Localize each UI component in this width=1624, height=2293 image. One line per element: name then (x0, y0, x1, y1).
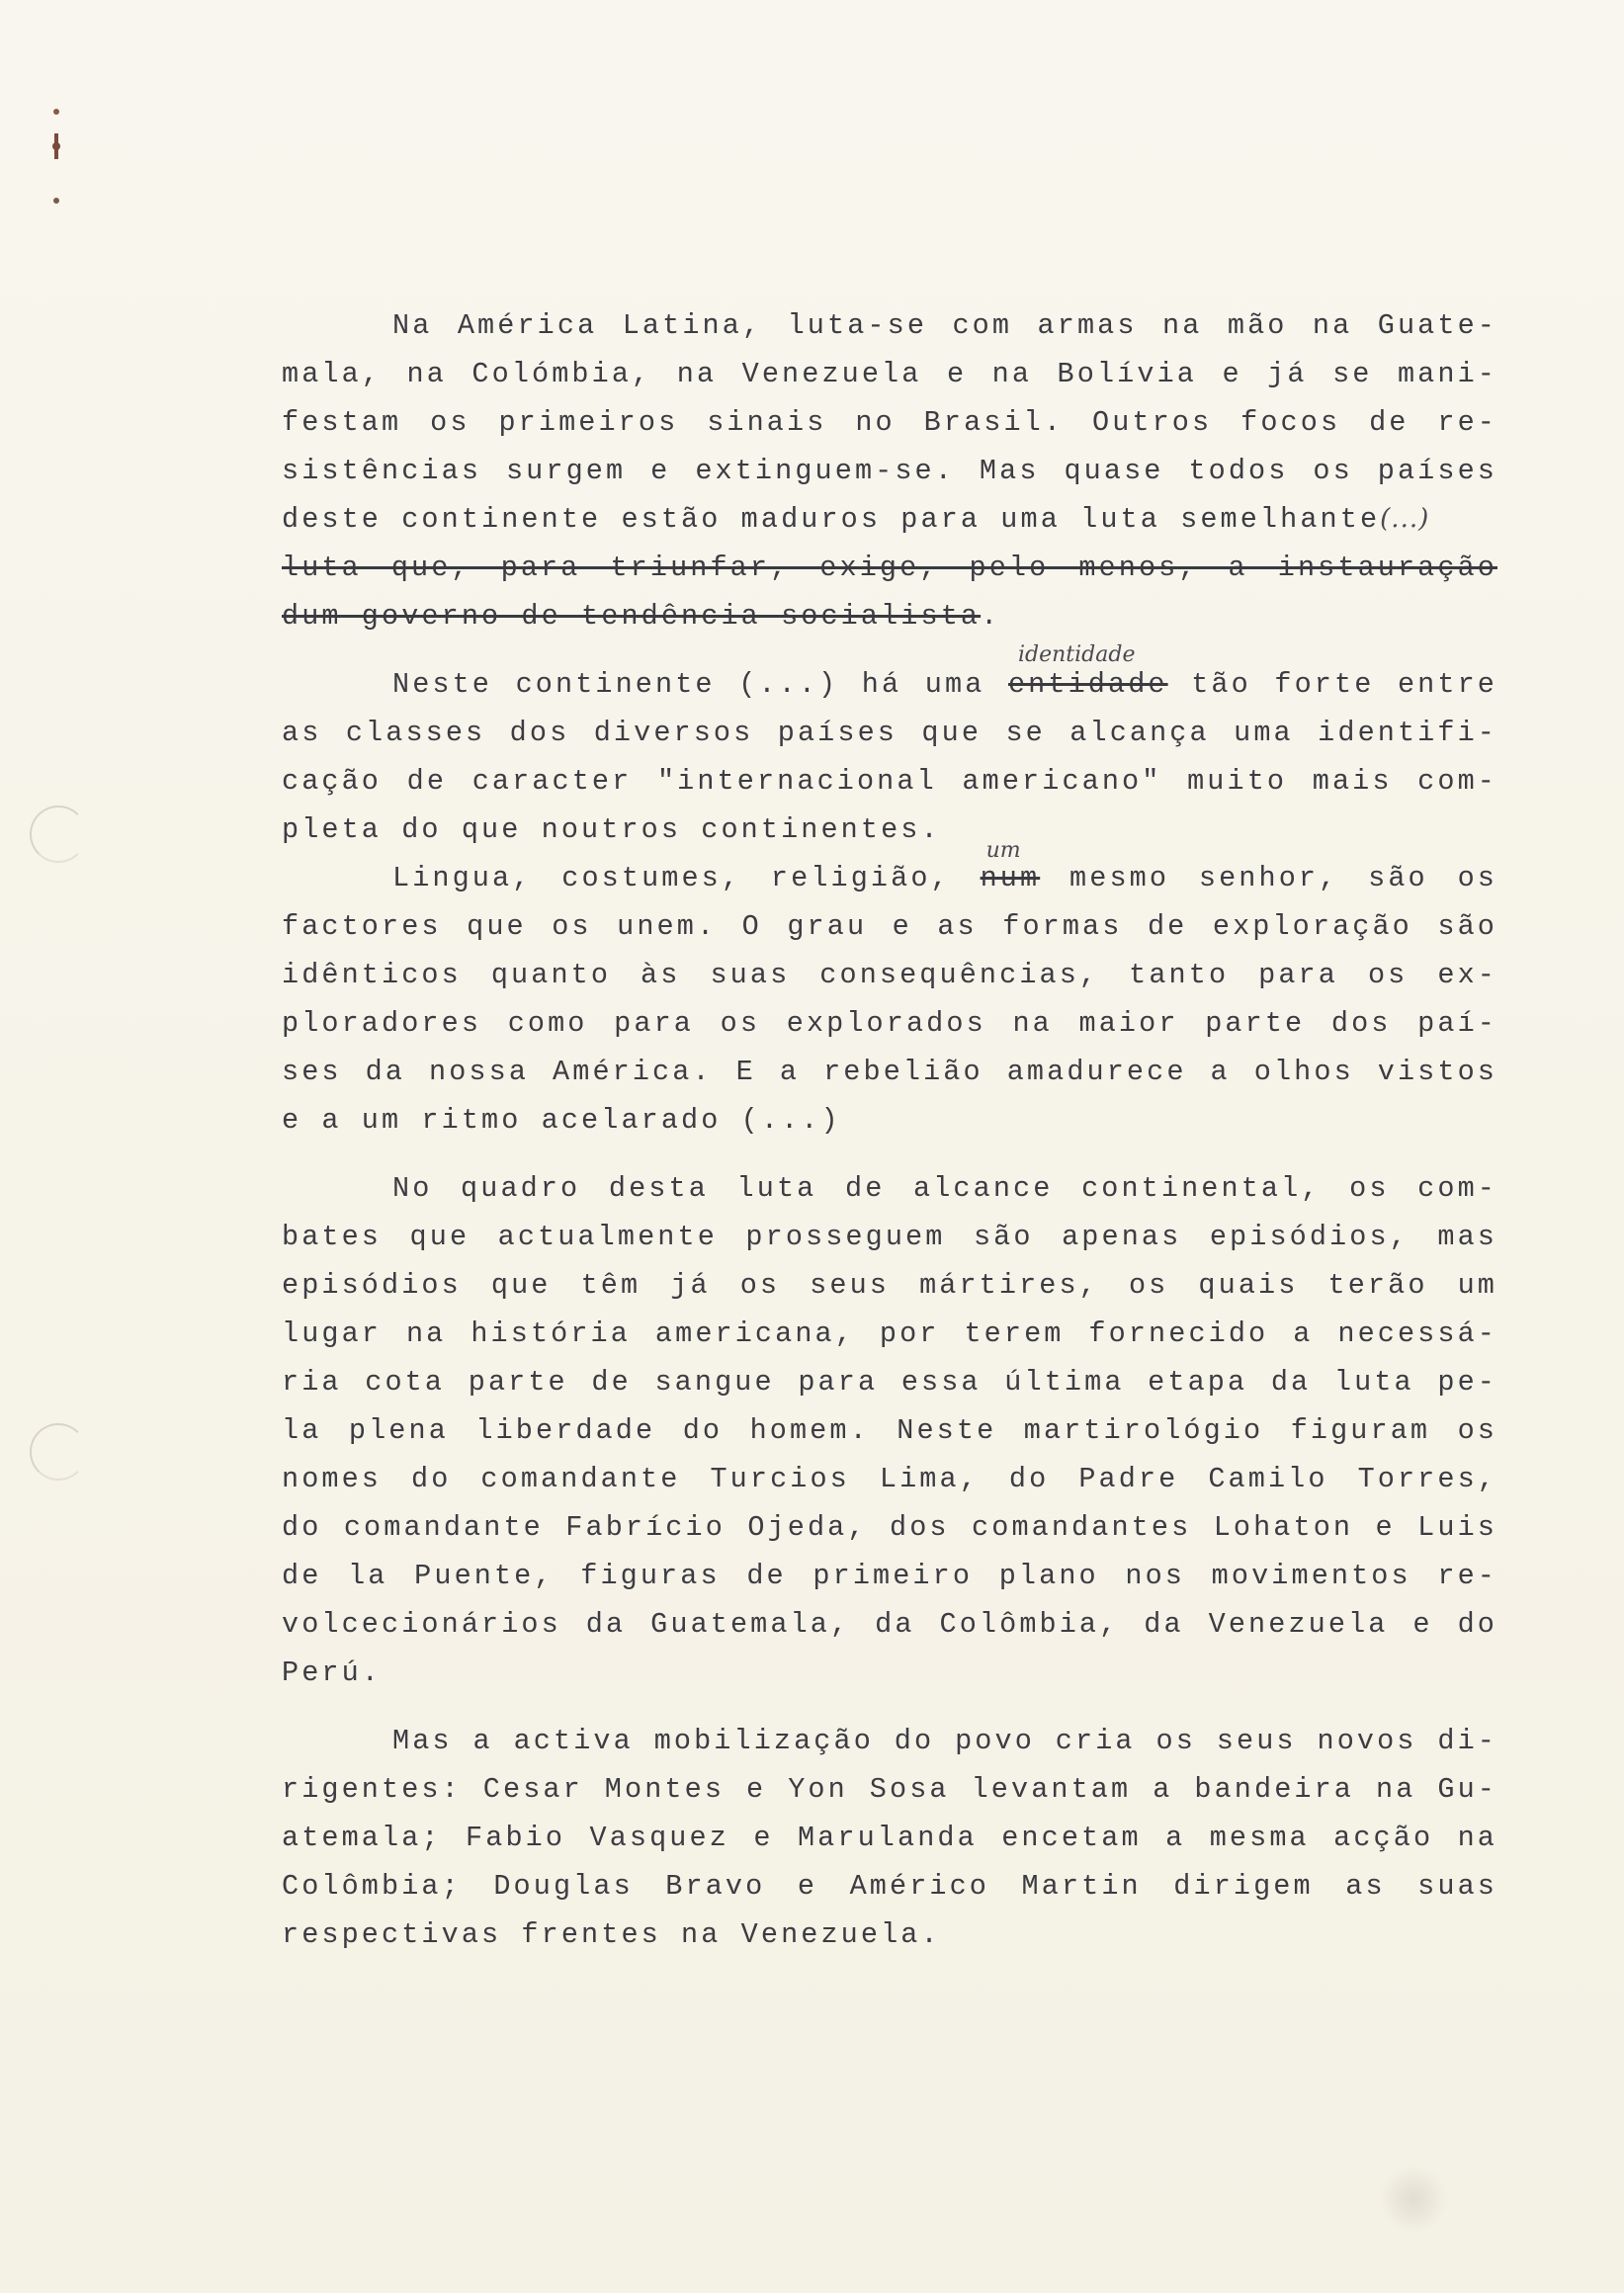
paragraph-1 (282, 301, 1497, 640)
text-fragment: tão forte entre (1167, 668, 1497, 701)
text-line (282, 642, 1497, 709)
handwritten-correction: identidade (1017, 642, 1136, 667)
text-fragment: mesmo senhor, são os (1040, 862, 1497, 894)
text-line: Na América Latina, luta-se com armas na mão na Guate- (392, 309, 1497, 342)
text-line: rigentes: Cesar Montes e Yon Sosa levantam a bandeira na Gu- (282, 1773, 1497, 1806)
text-line: nomes do comandante Turcios Lima, do Padre Camilo Torres, (282, 1463, 1497, 1495)
struck-word: entidade (1007, 668, 1168, 701)
punch-hole-top (30, 806, 87, 863)
text-line: Mas a activa mobilização do povo cria os seus novos di- (392, 1725, 1497, 1757)
text-line: Perú. (282, 1656, 383, 1689)
typed-text-body (282, 301, 1497, 1959)
text-fragment: Lingua, costumes, religião, (392, 862, 981, 894)
text-line: cação de caracter "internacional americano" muito mais com- (282, 765, 1497, 798)
text-fragment: deste continente estão maduros para uma luta semelhante (282, 503, 1381, 536)
text-line: lugar na história americana, por terem fornecido a necessá- (282, 1317, 1497, 1350)
text-line: factores que os unem. O grau e as formas de exploração são (282, 910, 1497, 943)
handwritten-correction: um (985, 838, 1021, 863)
text-fragment: Neste continente (...) há uma (392, 668, 1008, 701)
text-line: episódios que têm já os seus mártires, os quais terão um (282, 1269, 1497, 1302)
text-line: sistências surgem e extinguem-se. Mas quase todos os países (282, 455, 1497, 487)
text-line: ses da nossa América. E a rebelião amadurece a olhos vistos (282, 1056, 1497, 1088)
text-line: atemala; Fabio Vasquez e Marulanda encetam a mesma acção na (282, 1822, 1497, 1854)
staple-mark-icon (49, 104, 63, 212)
text-line: mala, na Colómbia, na Venezuela e na Bolívia e já se mani- (282, 358, 1497, 390)
paragraph-3 (282, 838, 1497, 1145)
struck-text-fragment: dum governo de tendência socialista (282, 600, 982, 633)
text-line (282, 495, 1497, 544)
text-line: de la Puente, figuras de primeiro plano nos movimentos re- (282, 1560, 1497, 1592)
text-line (282, 592, 1497, 640)
text-line: idênticos quanto às suas consequências, tanto para os ex- (282, 959, 1497, 991)
struck-word: num (980, 862, 1041, 894)
text-line: No quadro desta luta de alcance continental, os com- (392, 1172, 1497, 1205)
handwritten-ellipsis-insert: (...) (1380, 504, 1430, 534)
struck-text-line: luta que, para triunfar, exige, pelo menos, a instauração (282, 552, 1497, 584)
text-line: respectivas frentes na Venezuela. (282, 1918, 941, 1951)
paragraph-4 (282, 1164, 1497, 1697)
text-line: festam os primeiros sinais no Brasil. Outros focos de re- (282, 406, 1497, 439)
text-line: as classes dos diversos países que se alcança uma identifi- (282, 717, 1497, 749)
text-fragment: . (981, 600, 1001, 633)
paragraph-2 (282, 642, 1497, 854)
paragraph-5 (282, 1717, 1497, 1959)
text-line: do comandante Fabrício Ojeda, dos comandantes Lohaton e Luis (282, 1511, 1497, 1544)
text-line: volcecionários da Guatemala, da Colômbia, da Venezuela e do (282, 1608, 1497, 1641)
text-line: ploradores como para os explorados na maior parte dos paí- (282, 1007, 1497, 1040)
text-line (282, 838, 1497, 902)
text-line: pleta do que noutros continentes. (282, 813, 941, 846)
text-line: Colômbia; Douglas Bravo e Américo Martin dirigem as suas (282, 1870, 1497, 1903)
text-line: bates que actualmente prosseguem são apenas episódios, mas (282, 1221, 1497, 1253)
corrected-word (980, 838, 1041, 902)
text-line: e a um ritmo acelarado (...) (282, 1104, 841, 1137)
text-line: la plena liberdade do homem. Neste martirológio figuram os (282, 1414, 1497, 1447)
text-line: ria cota parte de sangue para essa última etapa da luta pe- (282, 1366, 1497, 1399)
corrected-word (1007, 642, 1168, 709)
paper-smudge (1379, 2165, 1448, 2234)
punch-hole-bottom (30, 1423, 87, 1481)
